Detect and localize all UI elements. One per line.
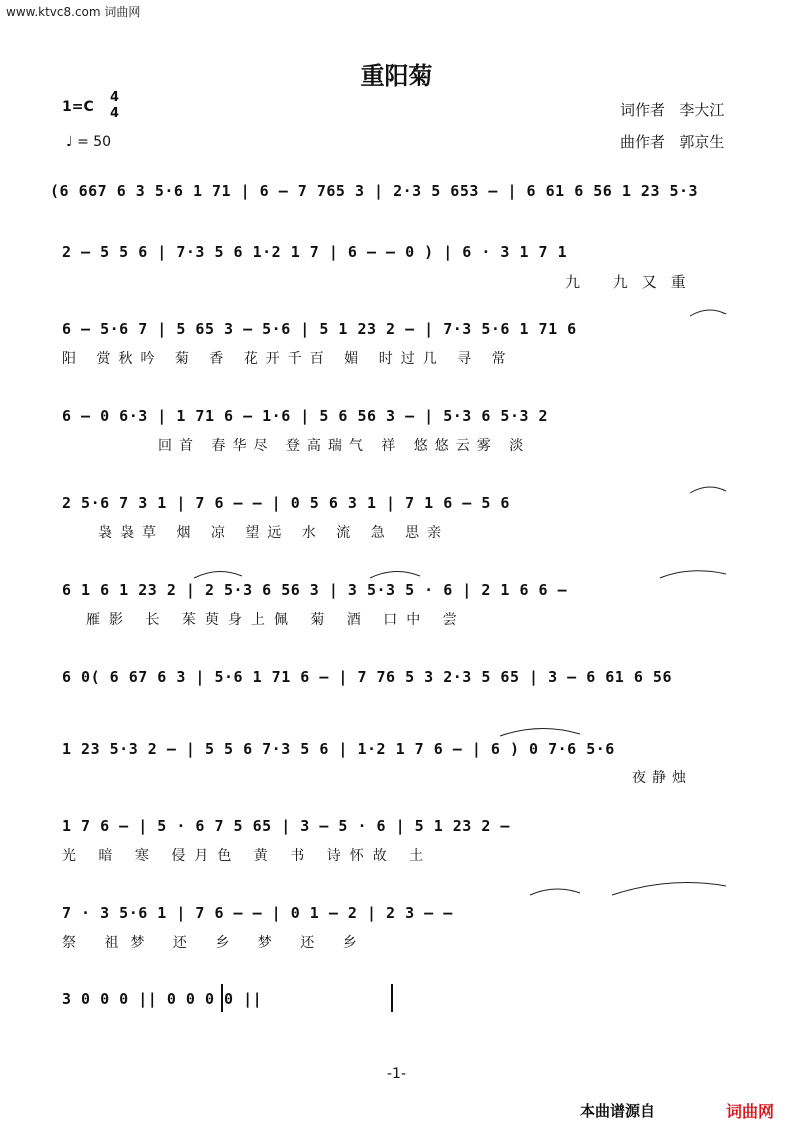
lyrics-line-3: 阳 赏秋吟 菊 香 花开千百 媚 时过几 寻 常 [62,351,514,367]
score-system-3: 6 – 5·6 7 | 5 65 3 – 5·6 | 5 1 23 2 – | 7·3 5·6 1 71 6 [62,320,577,338]
composer-label: 曲作者 [620,133,666,151]
lyricist-name: 李大江 [679,101,725,119]
score-system-7: 6 0( 6 67 6 3 | 5·6 1 71 6 – | 7 76 5 3 2·3 5 65 | 3 – 6 61 6 56 [62,668,672,686]
lyrics-line-6: 雁影 长 茱萸身上佩 菊 酒 口中 尝 [86,612,466,628]
time-signature-top: 4 [110,90,120,105]
slur [500,728,580,736]
score-system-5: 2 5·6 7 3 1 | 7 6 – – | 0 5 6 3 1 | 7 1 6 – 5 6 [62,494,510,512]
time-signature-bottom: 4 [110,106,120,121]
lyrics-line-5: 袅袅草 烟 凉 望远 水 流 急 思亲 [98,525,450,541]
score-system-6: 6 1 6 1 23 2 | 2 5·3 6 56 3 | 3 5·3 5 · 6 | 2 1 6 6 – [62,581,568,599]
lyrics-line-8: 夜静烛 [632,770,692,786]
quarter-note-icon: ♩ [66,134,73,150]
score-system-8: 1 23 5·3 2 – | 5 5 6 7·3 5 6 | 1·2 1 7 6 – | 6 ) 0 7·6 5·6 [62,740,615,758]
site-watermark: www.ktvc8.com 词曲网 [6,5,141,19]
source-label: 本曲谱源自 [580,1102,656,1120]
slur [370,571,420,578]
page-number: -1- [386,1066,406,1082]
lyricist-label: 词作者 [620,101,666,119]
slur [690,310,726,316]
score-system-10: 7 · 3 5·6 1 | 7 6 – – | 0 1 – 2 | 2 3 – – [62,904,453,922]
lyrics-line-2: 九 九又重 [565,273,700,291]
brand-logo: 词曲网 [726,1102,775,1121]
slur [194,571,242,578]
lyrics-line-9: 光 暗 寒 侵月色 黄 书 诗怀故 土 [62,848,433,864]
page-title: 重阳菊 [360,62,433,90]
score-system-1: (6 667 6 3 5·6 1 71 | 6 – 7 765 3 | 2·3 5 653 – | 6 61 6 56 1 23 5·3 [50,182,699,200]
score-system-11: 3 0 0 0 || 0 0 0 0 || [62,990,263,1008]
slur [612,883,726,895]
score-system-9: 1 7 6 – | 5 · 6 7 5 65 | 3 – 5 · 6 | 5 1 23 2 – [62,817,510,835]
score-system-4: 6 – 0 6·3 | 1 71 6 – 1·6 | 5 6 56 3 – | 5·3 6 5·3 2 [62,407,549,425]
score-system-2: 2 – 5 5 6 | 7·3 5 6 1·2 1 7 | 6 – – 0 ) | 6 · 3 1 7 1 [62,243,568,261]
lyrics-line-4: 回首 春华尽 登高瑞气 祥 悠悠云雾 淡 [158,438,531,454]
composer-name: 郭京生 [679,133,725,151]
slur [530,889,580,895]
tempo-value: = 50 [77,134,112,150]
lyrics-line-10: 祭 祖梦 还 乡 梦 还 乡 [62,935,369,951]
slur [660,571,726,578]
key-signature: 1=C [62,99,94,115]
slur [690,487,726,493]
